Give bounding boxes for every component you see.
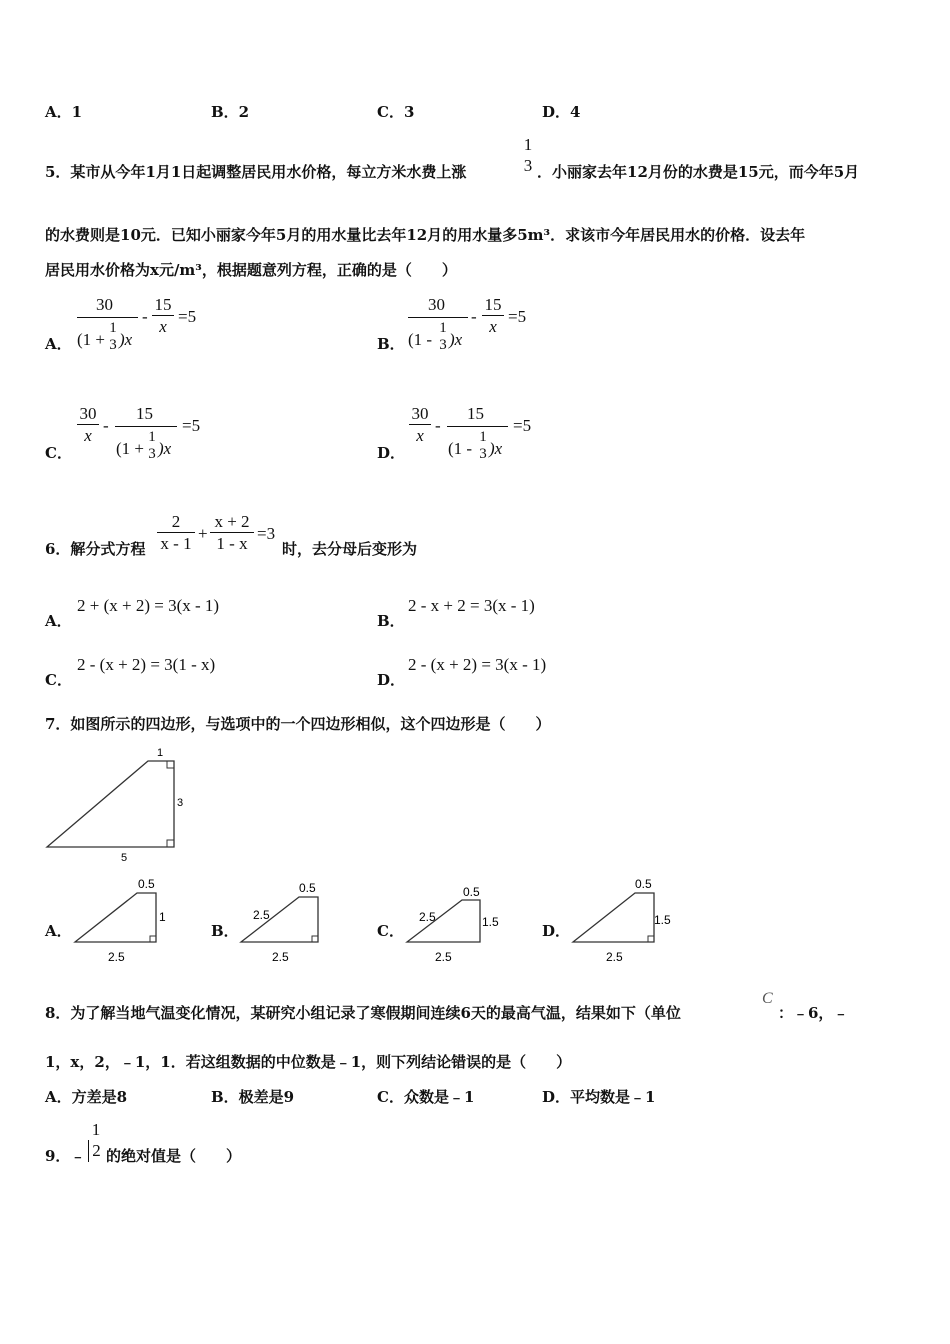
svg-text:0.5: 0.5 bbox=[635, 877, 652, 891]
q7-label-c: C． bbox=[377, 922, 404, 940]
svg-text:0.5: 0.5 bbox=[463, 885, 480, 899]
q4-option-d: D．4 bbox=[542, 103, 581, 121]
q7-option-d-figure bbox=[568, 874, 678, 966]
q7-label-d: D． bbox=[542, 922, 571, 940]
q6-fraction-2: x + 2 1 - x bbox=[210, 512, 254, 555]
q6-plus: + bbox=[198, 524, 208, 543]
svg-text:2.5: 2.5 bbox=[272, 950, 289, 964]
svg-text:5: 5 bbox=[121, 852, 128, 864]
q8-stem-line1-post: ：﹣6，﹣ bbox=[778, 1004, 849, 1022]
q8-unit-celsius: C bbox=[762, 990, 773, 1007]
svg-text:3: 3 bbox=[177, 797, 184, 809]
q6-label-c: C． bbox=[45, 671, 72, 689]
q7-label-b: B． bbox=[211, 922, 239, 940]
q8-stem-line1-pre: 8．为了解当地气温变化情况，某研究小组记录了寒假期间连续6天的最高气温，结果如下（单位 bbox=[45, 1004, 681, 1022]
q6-stem-pre: 6．解分式方程 bbox=[45, 540, 146, 558]
svg-text:2.5: 2.5 bbox=[253, 908, 270, 922]
q7-main-trapezoid bbox=[40, 742, 190, 867]
svg-text:1.5: 1.5 bbox=[654, 913, 671, 927]
q4-option-a: A．1 bbox=[45, 103, 83, 121]
q5-label-b: B． bbox=[377, 335, 405, 353]
q8-option-a: A．方差是8 bbox=[45, 1088, 128, 1106]
svg-text:2.5: 2.5 bbox=[108, 950, 125, 964]
q5-stem-line3: 居民用水价格为x元/m³，根据题意列方程，正确的是（ ） bbox=[45, 261, 457, 279]
svg-text:1.5: 1.5 bbox=[482, 915, 499, 929]
svg-text:2.5: 2.5 bbox=[419, 910, 436, 924]
q6-equals-3: =3 bbox=[257, 524, 276, 543]
q5-label-c: C． bbox=[45, 444, 72, 462]
svg-text:1: 1 bbox=[159, 910, 166, 924]
q7-option-c-figure bbox=[402, 874, 512, 966]
q6-option-b: 2 - x + 2 = 3(x - 1) bbox=[408, 596, 535, 615]
q5-label-d: D． bbox=[377, 444, 406, 462]
q5-label-a: A． bbox=[45, 335, 72, 353]
q8-stem-line2: 1，x，2，﹣1，1．若这组数据的中位数是﹣1，则下列结论错误的是（ ） bbox=[45, 1053, 572, 1071]
q8-option-c: C．众数是﹣1 bbox=[377, 1088, 475, 1106]
q4-option-b: B．2 bbox=[211, 103, 250, 121]
q6-fraction-1: 2 x - 1 bbox=[157, 512, 195, 555]
q5-stem-line2: 的水费则是10元．已知小丽家今年5月的用水量比去年12月的用水量多5m³．求该市今年居民用水的价格．设去年 bbox=[45, 226, 806, 244]
q7-option-b-figure bbox=[236, 874, 346, 966]
q6-option-c: 2 - (x + 2) = 3(1 - x) bbox=[77, 655, 216, 674]
q5-fraction-one-third: 1 3 bbox=[523, 135, 533, 175]
q5-stem-line1-pre: 5．某市从今年1月1日起调整居民用水价格，每立方米水费上涨 bbox=[45, 163, 467, 181]
svg-text:1: 1 bbox=[157, 747, 164, 759]
q6-stem-post: 时，去分母后变形为 bbox=[282, 540, 418, 558]
q6-option-d: 2 - (x + 2) = 3(x - 1) bbox=[408, 655, 547, 674]
q8-option-b: B．极差是9 bbox=[211, 1088, 295, 1106]
q6-label-a: A． bbox=[45, 612, 72, 630]
svg-text:0.5: 0.5 bbox=[138, 877, 155, 891]
q7-stem: 7．如图所示的四边形，与选项中的一个四边形相似，这个四边形是（ ） bbox=[45, 715, 551, 733]
q4-option-c: C．3 bbox=[377, 103, 415, 121]
q8-option-d: D．平均数是﹣1 bbox=[542, 1088, 656, 1106]
svg-text:2.5: 2.5 bbox=[435, 950, 452, 964]
q7-label-a: A． bbox=[45, 922, 72, 940]
svg-text:2.5: 2.5 bbox=[606, 950, 623, 964]
q6-option-a: 2 + (x + 2) = 3(x - 1) bbox=[77, 596, 220, 615]
q9-fraction-one-half: 1 2 bbox=[88, 1120, 104, 1162]
q9-stem-post: 的绝对值是（ ） bbox=[106, 1147, 242, 1165]
q6-label-b: B． bbox=[377, 612, 405, 630]
q5-stem-line1-post: ．小丽家去年12月份的水费是15元，而今年5月 bbox=[537, 163, 860, 181]
svg-text:0.5: 0.5 bbox=[299, 881, 316, 895]
q6-label-d: D． bbox=[377, 671, 406, 689]
q9-stem-pre: 9．﹣ bbox=[45, 1147, 86, 1165]
q7-option-a-figure bbox=[70, 874, 180, 966]
